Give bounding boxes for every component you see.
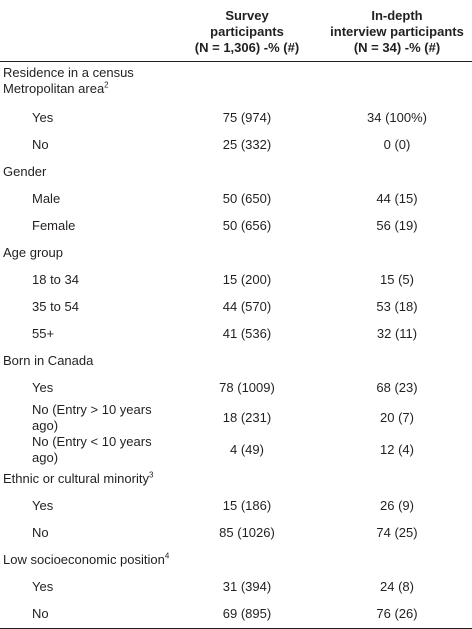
row-label: Yes	[32, 498, 54, 513]
group-heading-row	[0, 547, 472, 574]
survey-value-cell	[172, 348, 322, 375]
table-row	[0, 493, 472, 520]
row-label: 55+	[32, 326, 55, 341]
interview-value-cell: 24 (8)	[380, 579, 414, 594]
row-label: No (Entry > 10 years ago)	[32, 401, 152, 433]
interview-value-cell: 0 (0)	[383, 137, 411, 152]
table-row	[0, 294, 472, 321]
interview-value-cell	[322, 466, 472, 493]
group-heading-row	[0, 466, 472, 493]
table-row	[0, 132, 472, 159]
survey-value-cell: 85 (1026)	[219, 525, 275, 540]
row-label-cell	[0, 186, 172, 213]
footnote-marker: 3	[148, 470, 154, 480]
interview-value-cell: 20 (7)	[380, 409, 414, 425]
table-row	[0, 213, 472, 240]
interview-value-cell	[322, 159, 472, 186]
row-label-cell	[0, 402, 172, 434]
survey-value-cell: 44 (570)	[222, 299, 272, 314]
header-interview-line-2: interview participants	[330, 23, 464, 39]
row-label: Born in Canada	[3, 353, 94, 368]
table-row	[0, 105, 472, 132]
survey-value-cell: 41 (536)	[222, 326, 272, 341]
row-label: 35 to 54	[32, 299, 79, 314]
interview-value-cell: 68 (23)	[376, 380, 418, 395]
footnote-marker: 2	[104, 80, 109, 90]
row-label-cell	[0, 375, 172, 402]
interview-value-cell	[322, 240, 472, 267]
row-label-cell	[0, 213, 172, 240]
group-label-cell	[0, 240, 172, 267]
survey-value-cell	[172, 159, 322, 186]
interview-value-cell: 56 (19)	[376, 218, 418, 233]
header-survey-participants	[172, 0, 322, 61]
header-survey-line-1: Survey	[225, 7, 269, 23]
row-label: Residence in a census	[3, 64, 134, 80]
interview-value-cell: 34 (100%)	[367, 110, 427, 125]
interview-value-cell: 15 (5)	[380, 272, 414, 287]
row-label: Yes	[32, 579, 54, 594]
row-label: Male	[32, 191, 61, 206]
row-label-cell	[0, 601, 172, 629]
row-label-cell	[0, 520, 172, 547]
row-label-cell	[0, 321, 172, 348]
row-label: No	[32, 525, 49, 540]
row-label-cell	[0, 434, 172, 466]
row-label-cell	[0, 132, 172, 159]
group-label-cell	[0, 61, 172, 105]
group-label-cell	[0, 348, 172, 375]
table-body	[0, 61, 472, 628]
interview-value-cell: 53 (18)	[376, 299, 418, 314]
survey-value-cell	[172, 240, 322, 267]
row-label: Yes	[32, 110, 54, 125]
table-row	[0, 321, 472, 348]
table-row	[0, 375, 472, 402]
survey-value-cell: 18 (231)	[222, 409, 272, 425]
table-row	[0, 402, 472, 434]
interview-value-cell: 74 (25)	[376, 525, 418, 540]
row-label: Yes	[32, 380, 54, 395]
interview-value-cell	[322, 61, 472, 105]
survey-value-cell: 69 (895)	[172, 601, 322, 629]
row-label: 18 to 34	[32, 272, 79, 287]
header-interview-line-1: In-depth	[371, 7, 423, 23]
row-label-cell	[0, 267, 172, 294]
survey-value-cell: 50 (656)	[222, 218, 272, 233]
row-label: Female	[32, 218, 76, 233]
table-row	[0, 186, 472, 213]
group-label-cell	[0, 466, 172, 493]
group-label-cell	[0, 159, 172, 186]
interview-value-cell	[322, 348, 472, 375]
row-label: Ethnic or cultural minority	[3, 471, 149, 486]
footnote-marker: 4	[164, 551, 170, 561]
header-survey-line-2: participants	[210, 23, 284, 39]
survey-value-cell: 50 (650)	[222, 191, 272, 206]
survey-value-cell: 15 (186)	[222, 498, 272, 513]
interview-value-cell: 32 (11)	[376, 326, 418, 341]
header-interview-line-3: (N = 34) -% (#)	[353, 39, 441, 55]
row-label: No (Entry < 10 years ago)	[32, 433, 152, 465]
table-row	[0, 520, 472, 547]
table-row	[0, 267, 472, 294]
row-label: No	[32, 606, 49, 621]
row-label-cell	[0, 105, 172, 132]
row-label-cell	[0, 574, 172, 601]
group-heading-row	[0, 159, 472, 186]
survey-value-cell: 15 (200)	[222, 272, 272, 287]
interview-value-cell: 12 (4)	[380, 441, 414, 457]
survey-value-cell	[172, 547, 322, 574]
survey-value-cell	[172, 466, 322, 493]
group-heading-row	[0, 61, 472, 105]
header-empty-cell	[0, 0, 172, 61]
row-label-cell	[0, 493, 172, 520]
header-survey-line-3: (N = 1,306) -% (#)	[194, 39, 300, 55]
table-row	[0, 574, 472, 601]
group-heading-row	[0, 240, 472, 267]
header-interview-participants	[322, 0, 472, 61]
table-header-row	[0, 0, 472, 61]
survey-value-cell: 75 (974)	[222, 110, 272, 125]
interview-value-cell: 76 (26)	[322, 601, 472, 629]
survey-value-cell: 4 (49)	[230, 441, 264, 457]
row-label: Age group	[3, 245, 63, 260]
row-label: Low socioeconomic position	[3, 552, 165, 567]
interview-value-cell: 26 (9)	[380, 498, 414, 513]
row-label: No	[32, 137, 49, 152]
survey-value-cell: 25 (332)	[222, 137, 272, 152]
table-row	[0, 601, 472, 629]
row-label-line-2: Metropolitan area	[3, 80, 105, 96]
table-row	[0, 434, 472, 466]
survey-value-cell: 31 (394)	[222, 579, 272, 594]
row-label-cell	[0, 294, 172, 321]
group-heading-row	[0, 348, 472, 375]
row-label: Gender	[3, 164, 47, 179]
group-label-cell	[0, 547, 172, 574]
interview-value-cell	[322, 547, 472, 574]
interview-value-cell: 44 (15)	[376, 191, 418, 206]
survey-value-cell	[172, 61, 322, 105]
survey-value-cell: 78 (1009)	[219, 380, 275, 395]
